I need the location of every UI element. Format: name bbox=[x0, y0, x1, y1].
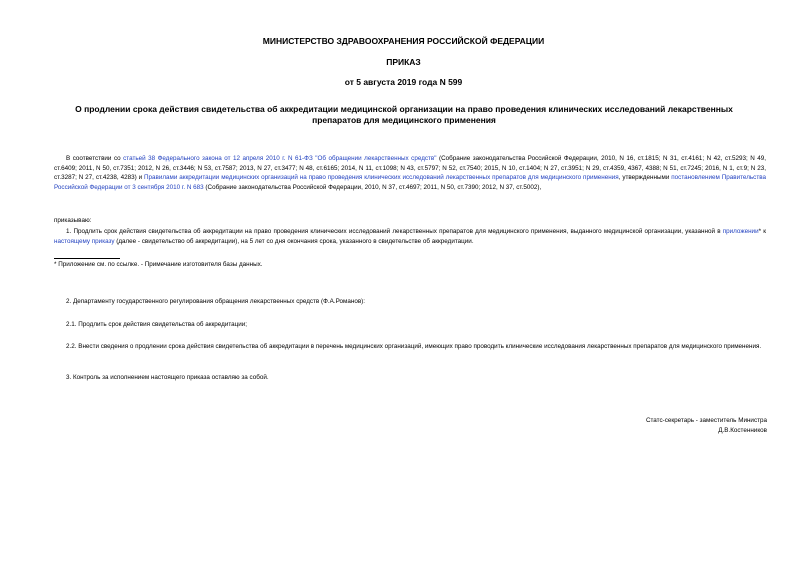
ministry-title: МИНИСТЕРСТВО ЗДРАВООХРАНЕНИЯ РОССИЙСКОЙ ФЕДЕРАЦИИ bbox=[262, 36, 545, 46]
footnote: * Приложение см. по ссылке. - Примечание изготовителя базы данных. bbox=[54, 261, 263, 268]
signatory-name: Д.В.Костенников bbox=[718, 426, 767, 434]
item-1-text-2: * к bbox=[758, 228, 766, 235]
item-1-text-3: (далее - свидетельство об аккредитации), на 5 лет со дня окончания срока, указанного в свидетельстве об аккредитации. bbox=[114, 237, 474, 245]
preamble-text-3: , утвержденными bbox=[618, 174, 672, 182]
preamble-text-1: В соответствии со bbox=[66, 155, 124, 162]
order-subject bbox=[54, 104, 754, 126]
item-2-paragraph: 2. Департаменту государственного регулирования обращения лекарственных средств (Ф.А.Романов): bbox=[66, 298, 366, 305]
item-1-paragraph bbox=[54, 227, 766, 246]
preamble-text-4: (Собрание законодательства Российской Федерации, 2010, N 37, ст.4697; 2011, N 50, ст.7390; 2012, N 37, ст.5002), bbox=[203, 183, 542, 191]
government-decree-683-link[interactable]: постановлением Правительства Российской Федерации от 3 сентября 2010 г. N 683 bbox=[54, 174, 766, 191]
signature-block bbox=[467, 416, 767, 435]
order-date-number: от 5 августа 2019 года N 599 bbox=[344, 77, 463, 87]
item-3-paragraph: 3. Контроль за исполнением настоящего приказа оставляю за собой. bbox=[66, 374, 269, 381]
this-order-link[interactable]: настоящему приказу bbox=[54, 237, 115, 245]
item-2-1-paragraph: 2.1. Продлить срок действия свидетельства об аккредитации; bbox=[66, 321, 248, 328]
law-61fz-link[interactable]: статьей 38 Федерального закона от 12 апреля 2010 г. N 61-ФЗ "Об обращении лекарственных средств" bbox=[123, 155, 437, 162]
order-word: приказываю: bbox=[54, 217, 92, 224]
preamble-paragraph bbox=[54, 154, 766, 192]
preamble-text-2: (Собрание законодательства Российской Федерации, 2010, N 16, ст.1815; N 31, ст.4161; N 42, ст.5293; N 49, ст.6409; 2011, N 50, ст.7351; 2012, N 26, ст.3446; N 53, ст.7587; 2013, N 27, ст.3477; N 48, ст.6165; 2014, N 11, ст.1098; N 43, ст.5797; N 52, ст.7540; 2015, N 10, ст.1404; N 27, ст.3951; N 29, ст.4359, 4367, 4388; N 51, ст.7245; 2016, N 1, ст.9; N 23, ст.3287; N 27, ст.4238, 4283) и bbox=[54, 155, 766, 182]
footnote-divider bbox=[54, 258, 120, 259]
signatory-position: Статс-секретарь - заместитель Министра bbox=[645, 417, 767, 424]
item-2-2-paragraph: 2.2. Внести сведения о продлении срока действия свидетельства об аккредитации в перечень медицинских организаций, имеющих право проводить клинические исследования лекарственных препаратов для медицинского применения. bbox=[66, 343, 762, 350]
subject-line-1: О продлении срока действия свидетельства об аккредитации медицинской организации на право проведения клинических исследований лекарственных bbox=[75, 104, 733, 114]
appendix-link[interactable]: приложении bbox=[722, 228, 759, 235]
document-type: ПРИКАЗ bbox=[386, 57, 421, 67]
subject-line-2: препаратов для медицинского применения bbox=[312, 115, 496, 125]
accreditation-rules-link[interactable]: Правилами аккредитации медицинских организаций на право проведения клинических исследований лекарственных препаратов для медицинского применения bbox=[143, 174, 619, 182]
item-1-text-1: 1. Продлить срок действия свидетельства об аккредитации на право проведения клинических исследований лекарственных препаратов для медицинского применения, выданного медицинской организации, указанной в bbox=[66, 228, 723, 235]
